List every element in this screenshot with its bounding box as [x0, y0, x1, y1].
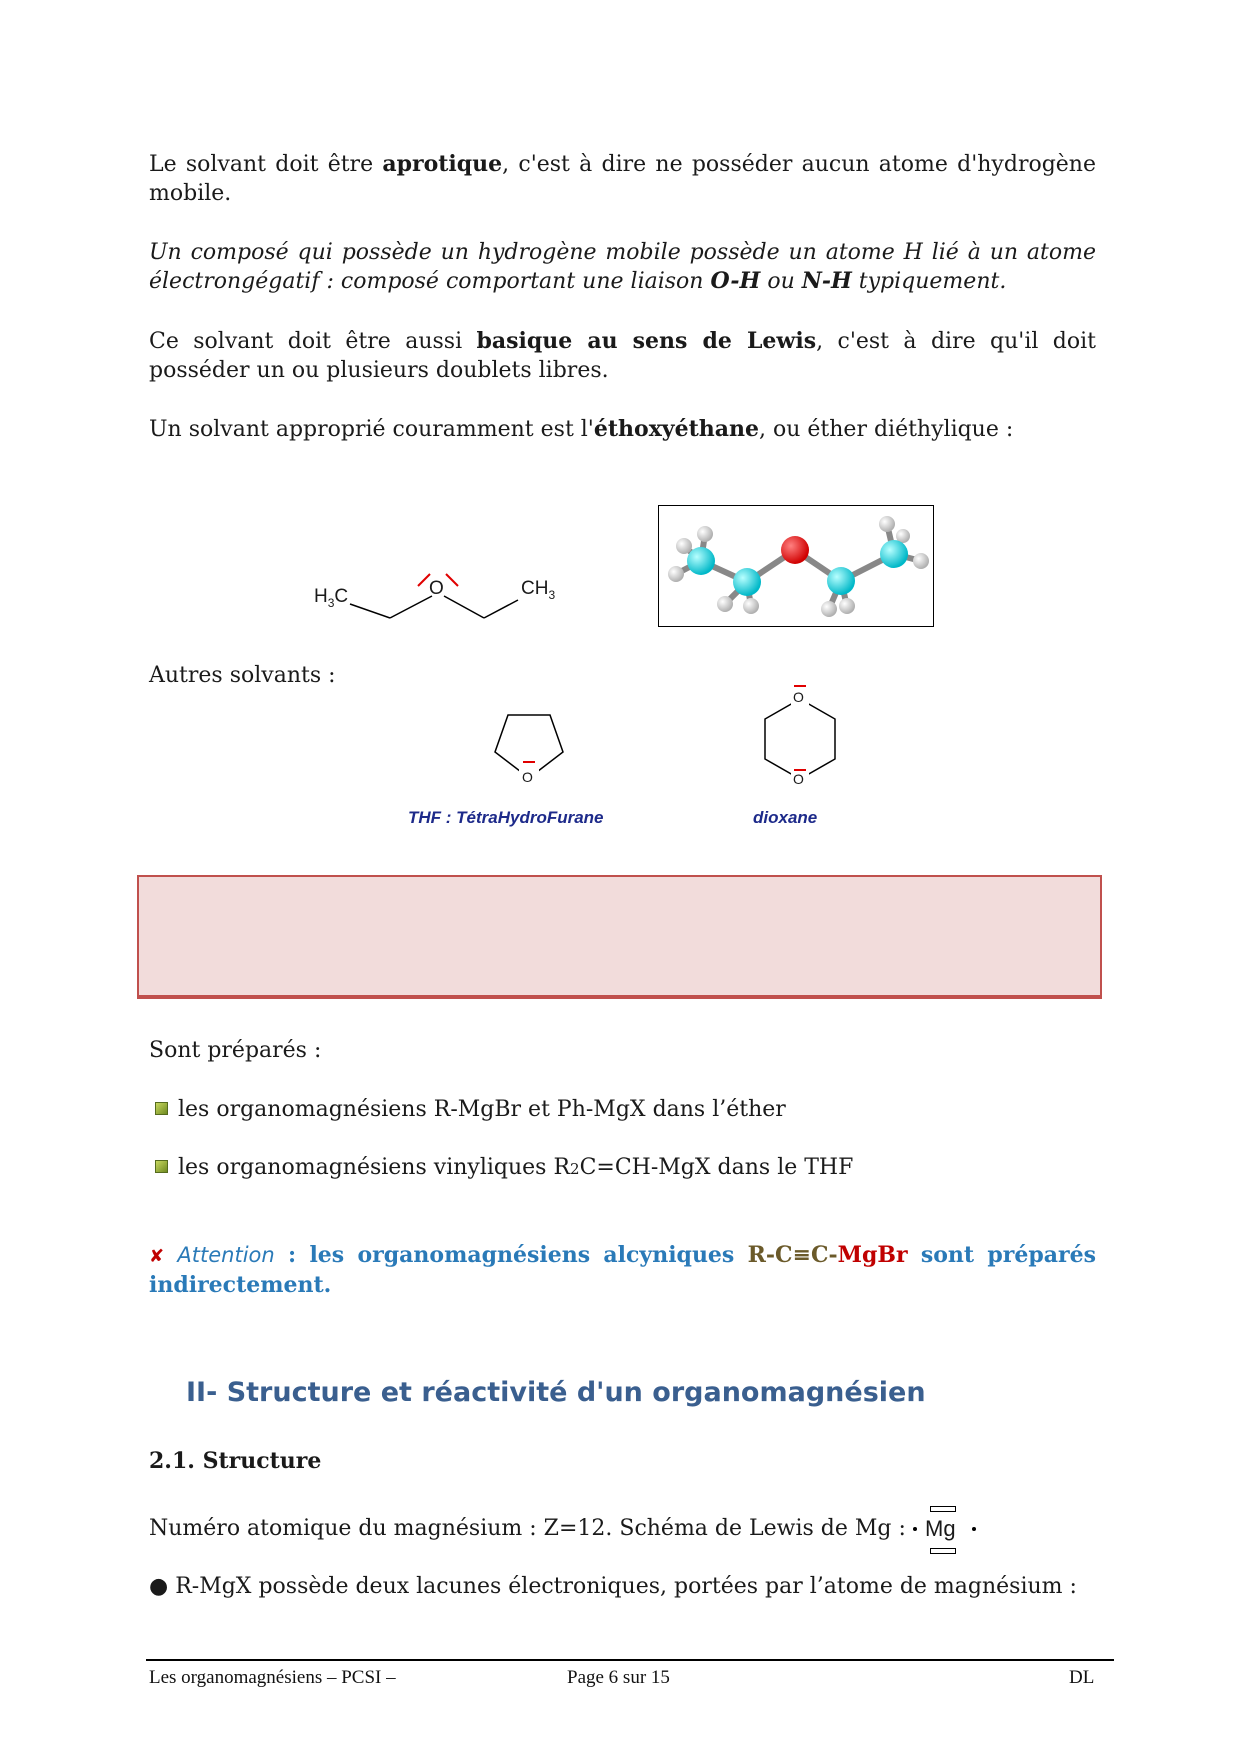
thf-caption: THF : TétraHydroFurane	[408, 808, 604, 827]
ball-stick-model	[658, 505, 934, 627]
dioxane-caption: dioxane	[753, 808, 818, 827]
ethyl-right-label: $CH_3$	[521, 578, 556, 602]
footer-left: Les organomagnésiens – PCSI –	[149, 1667, 396, 1688]
dioxane-oxygen-top: O	[793, 689, 804, 705]
autres-solvants-label: Autres solvants :	[149, 663, 336, 688]
dioxane-oxygen-bottom: O	[793, 771, 804, 787]
footer-divider	[146, 1659, 1114, 1661]
lacune-bottom	[930, 1548, 956, 1554]
sont-prepares-label: Sont préparés :	[149, 1038, 322, 1063]
electron-right	[972, 1527, 976, 1531]
oxygen-label: O	[429, 578, 444, 599]
bullet-square-icon	[155, 1102, 168, 1115]
paragraph-aprotique: Le solvant doit être aprotique, c'est à dire ne posséder aucun atome d'hydrogène mobile.	[149, 151, 1096, 206]
subsection-title: 2.1. Structure	[149, 1448, 322, 1474]
paragraph-hydrogene-mobile: Un composé qui possède un hydrogène mobile possède un atome H lié à un atome électrongégatif : composé comportant une liaison O-H ou N-H typiquement.	[149, 240, 1096, 294]
lacune-top	[930, 1506, 956, 1512]
paragraph-ethoxyethane: Un solvant approprié couramment est l'éthoxyéthane, ou éther diéthylique :	[149, 416, 1014, 442]
mg-lewis-structure	[910, 1503, 980, 1557]
footer-right: DL	[1069, 1667, 1095, 1688]
cross-icon: ✘	[149, 1246, 165, 1267]
attention-note: ✘ Attention : les organomagnésiens alcyniques R-C≡C-MgBr sont préparés indirectement.	[149, 1242, 1096, 1298]
dioxane-structure	[755, 683, 845, 793]
footer-page: Page 6 sur 15	[567, 1667, 670, 1688]
bullet-square-icon	[155, 1160, 168, 1173]
thf-structure	[484, 707, 574, 791]
diethyl-ether-formula	[310, 560, 590, 620]
atomic-number-line: Numéro atomique du magnésium : Z=12. Schéma de Lewis de Mg :	[149, 1516, 906, 1541]
ethyl-left-label: $H_3C$	[314, 586, 349, 610]
section-title: II- Structure et réactivité d'un organomagnésien	[186, 1377, 926, 1408]
highlight-box	[137, 875, 1102, 999]
rmgx-line: ● R-MgX possède deux lacunes électroniques, portées par l’atome de magnésium :	[149, 1574, 1077, 1599]
paragraph-lewis-base: Ce solvant doit être aussi basique au sens de Lewis, c'est à dire qu'il doit posséder un ou plusieurs doublets libres.	[149, 328, 1097, 383]
mg-symbol: Mg	[925, 1516, 956, 1541]
thf-oxygen: O	[522, 769, 533, 785]
list-item: les organomagnésiens vinyliques R2C=CH-MgX dans le THF	[155, 1153, 853, 1184]
list-item: les organomagnésiens R-MgBr et Ph-MgX dans l’éther	[155, 1095, 786, 1124]
electron-left	[913, 1527, 917, 1531]
